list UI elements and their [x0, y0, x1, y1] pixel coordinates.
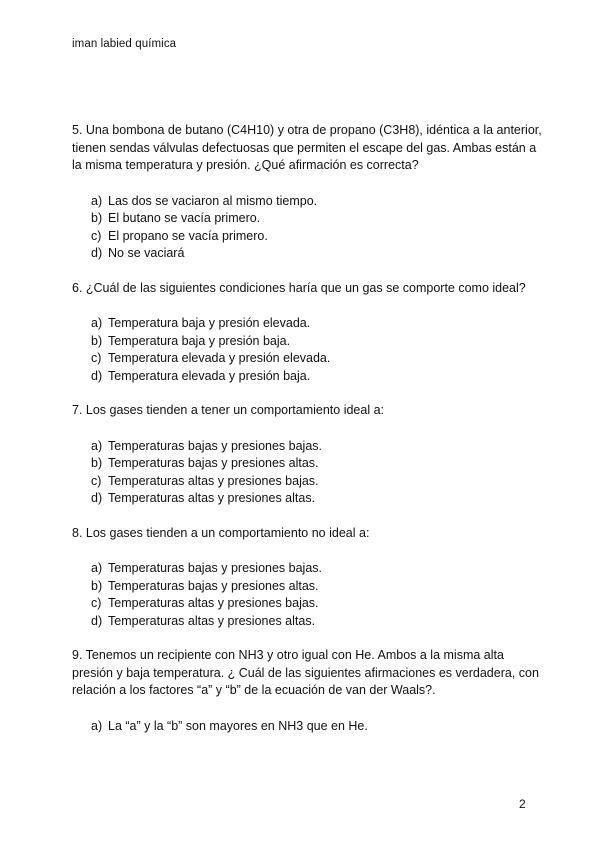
option-text: Temperaturas bajas y presiones bajas. [108, 561, 323, 575]
option-text: El propano se vacía primero. [108, 228, 268, 243]
option-letter: b) [91, 211, 103, 225]
question-5 [72, 122, 542, 263]
question-9 [72, 647, 542, 735]
option-text: Temperaturas bajas y presiones bajas. [108, 438, 323, 453]
option-item [91, 193, 542, 211]
option-letter: a) [91, 438, 103, 453]
option-letter: d) [91, 368, 103, 383]
option-text: Temperaturas bajas y presiones altas. [108, 456, 319, 470]
question-8 [72, 525, 542, 631]
option-letter: a) [91, 561, 103, 575]
question-text: 5. Una bombona de butano (C4H10) y otra de propano (C3H8), idéntica a la anterior, tienen sendas válvulas defectuosas que permiten el escape del gas. Ambas están a la misma temperatura y presión. ¿Qué afirmación es correcta? [72, 123, 542, 172]
options-list [72, 560, 542, 630]
option-letter: c) [91, 473, 102, 488]
option-letter: d) [91, 613, 103, 628]
option-item [91, 560, 542, 578]
option-letter: d) [91, 491, 103, 505]
option-item [91, 245, 542, 263]
option-item [91, 578, 542, 596]
question-7 [72, 402, 542, 508]
option-item [91, 595, 542, 613]
page-number: 2 [519, 797, 526, 811]
option-text: Temperatura elevada y presión elevada. [108, 351, 331, 365]
question-text: 7. Los gases tienden a tener un comportamiento ideal a: [72, 403, 385, 417]
option-letter: b) [91, 456, 103, 470]
page-header: iman labied química [72, 38, 177, 50]
option-item [91, 490, 542, 508]
option-item [91, 210, 542, 228]
option-item [91, 613, 542, 631]
option-text: Temperatura baja y presión baja. [108, 333, 291, 348]
option-item [91, 228, 542, 246]
question-text: 8. Los gases tienden a un comportamiento no ideal a: [72, 525, 370, 540]
option-text: Las dos se vaciaron al mismo tiempo. [108, 193, 318, 208]
option-letter: c) [91, 351, 102, 365]
option-item [91, 315, 542, 333]
option-text: Temperaturas bajas y presiones altas. [108, 578, 319, 593]
option-text: La “a” y la “b” son mayores en NH3 que en He. [108, 718, 368, 733]
option-letter: c) [91, 596, 102, 610]
options-list [72, 193, 542, 263]
option-letter: a) [91, 316, 103, 330]
option-text: Temperatura elevada y presión baja. [108, 368, 311, 383]
option-item [91, 438, 542, 456]
document-body [72, 122, 542, 735]
option-text: Temperaturas altas y presiones bajas. [108, 473, 319, 488]
option-letter: a) [91, 193, 103, 208]
option-item [91, 455, 542, 473]
option-item [91, 368, 542, 386]
option-letter: b) [91, 333, 103, 348]
option-text: Temperaturas altas y presiones altas. [108, 613, 316, 628]
question-6 [72, 280, 542, 386]
option-item [91, 350, 542, 368]
option-item [91, 333, 542, 351]
option-text: Temperaturas altas y presiones altas. [108, 491, 316, 505]
options-list [72, 438, 542, 508]
question-text: 6. ¿Cuál de las siguientes condiciones haría que un gas se comporte como ideal? [72, 280, 526, 295]
option-text: Temperaturas altas y presiones bajas. [108, 596, 319, 610]
option-text: Temperatura baja y presión elevada. [108, 316, 311, 330]
options-list [72, 315, 542, 385]
option-text: El butano se vacía primero. [108, 211, 261, 225]
option-letter: d) [91, 246, 103, 260]
option-letter: a) [91, 718, 103, 733]
option-item [91, 473, 542, 491]
option-text: No se vaciará [108, 246, 185, 260]
option-letter: b) [91, 578, 103, 593]
options-list [72, 718, 542, 736]
question-text: 9. Tenemos un recipiente con NH3 y otro igual con He. Ambos a la misma alta presión y baja temperatura. ¿ Cuál de las siguientes afirmaciones es verdadera, con relación a los factores “a” y “b” de la ecuación de van der Waals?. [72, 648, 539, 697]
option-item [91, 718, 542, 736]
option-letter: c) [91, 228, 102, 243]
